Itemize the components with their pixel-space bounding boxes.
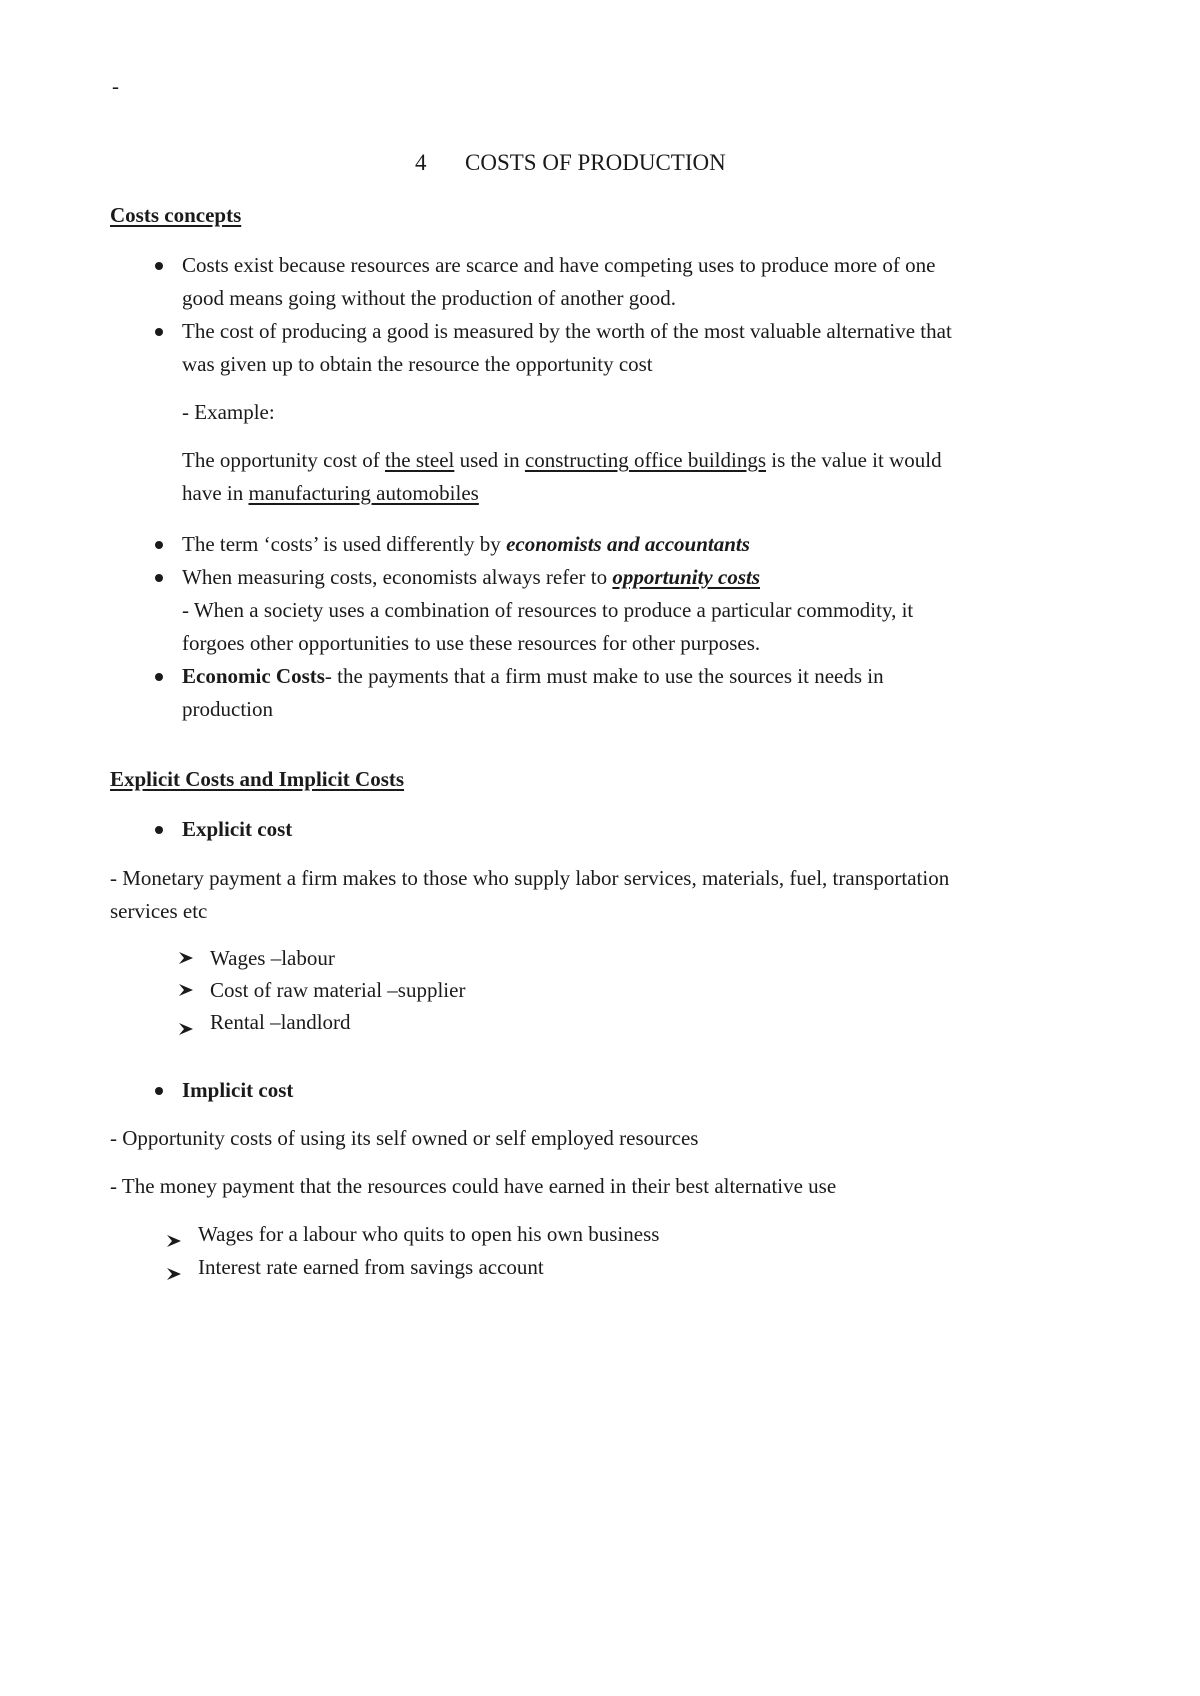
example-underlined: constructing office buildings <box>524 448 767 472</box>
section-heading-costs-concepts: Costs concepts <box>110 203 242 227</box>
bullet-text: The cost of producing a good is measured by the worth of the most valuable alternative that <box>182 319 952 343</box>
arrow-bullet-icon <box>178 950 194 966</box>
implicit-desc: - The money payment that the resources could have earned in their best alternative use <box>110 1174 837 1198</box>
explicit-cost-label: Explicit cost <box>182 817 293 841</box>
bullet-text <box>182 561 760 594</box>
bullet-subtext-cont: forgoes other opportunities to use these resources for other purposes. <box>182 631 761 655</box>
bullet-text-cont: was given up to obtain the resource the opportunity cost <box>182 352 653 376</box>
bullet-text: Costs exist because resources are scarce and have competing uses to produce more of one <box>182 253 936 277</box>
list-item: Wages –labour <box>210 946 335 970</box>
example-part: have in <box>182 481 249 505</box>
bullet-plain: When measuring costs, economists always refer to <box>182 565 613 589</box>
bullet-emphasis: economists and accountants <box>506 532 750 556</box>
example-part: The opportunity cost of <box>182 448 385 472</box>
list-item: Wages for a labour who quits to open his own business <box>198 1222 660 1246</box>
top-dash: - <box>112 74 119 98</box>
example-text-cont <box>182 477 479 510</box>
arrow-bullet-icon <box>166 1226 182 1242</box>
arrow-bullet-icon <box>166 1259 182 1275</box>
example-part: used in <box>454 448 525 472</box>
implicit-desc: - Opportunity costs of using its self owned or self employed resources <box>110 1126 699 1150</box>
bullet-text-cont: good means going without the production of another good. <box>182 286 677 310</box>
bullet-icon <box>155 1087 163 1095</box>
example-underlined: manufacturing automobiles <box>248 481 479 505</box>
page-title <box>415 146 726 179</box>
explicit-desc: - Monetary payment a firm makes to those who supply labor services, materials, fuel, transportation <box>110 866 950 890</box>
bullet-icon <box>155 826 163 834</box>
example-text <box>182 444 942 477</box>
example-label: - Example: <box>182 400 275 424</box>
bullet-icon <box>155 328 163 336</box>
bullet-bold: Economic Costs <box>182 664 325 688</box>
chapter-title: COSTS OF PRODUCTION <box>465 150 726 175</box>
bullet-emphasis: opportunity costs <box>612 565 760 589</box>
bullet-text-cont: production <box>182 697 273 721</box>
bullet-subtext: - When a society uses a combination of resources to produce a particular commodity, it <box>182 598 914 622</box>
chapter-number: 4 <box>415 150 427 175</box>
list-item: Cost of raw material –supplier <box>210 978 466 1002</box>
section-heading-explicit-implicit: Explicit Costs and Implicit Costs <box>110 767 405 791</box>
explicit-desc-cont: services etc <box>110 899 208 923</box>
bullet-plain: - the payments that a firm must make to use the sources it needs in <box>324 664 884 688</box>
bullet-icon <box>155 262 163 270</box>
bullet-icon <box>155 541 163 549</box>
bullet-plain: The term ‘costs’ is used differently by <box>182 532 507 556</box>
example-part: is the value it would <box>766 448 942 472</box>
arrow-bullet-icon <box>178 1014 194 1030</box>
implicit-cost-label: Implicit cost <box>182 1078 294 1102</box>
bullet-text <box>182 660 884 693</box>
arrow-bullet-icon <box>178 982 194 998</box>
example-underlined: the steel <box>384 448 455 472</box>
bullet-text <box>182 528 750 561</box>
list-item: Rental –landlord <box>210 1010 351 1034</box>
list-item: Interest rate earned from savings account <box>198 1255 544 1279</box>
bullet-icon <box>155 673 163 681</box>
bullet-icon <box>155 574 163 582</box>
